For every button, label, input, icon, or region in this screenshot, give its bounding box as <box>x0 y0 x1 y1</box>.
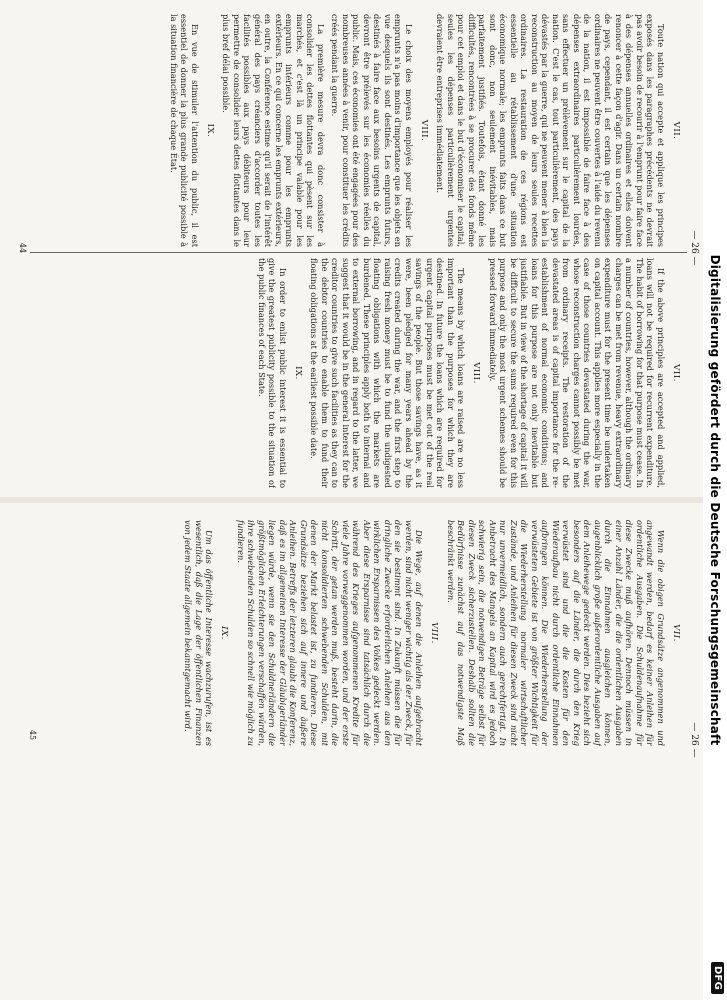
french-section-7-text: Toute nation qui accepte et applique les principes exposés dans les paragraphes précédents ne devrait pas avoir besoin de recourir à l'emprunt pour faire face à des dépenses annuelles ordinaires et elles doivent renoncer à cette façon d'agir. Dans un certain nombre de pays, cependant, il est certain que les dépenses ordinaires ne peuvent être couvertes à l'aide du revenu de la nation, il est impossible de faire face à des dépenses extraordinaires particulièrement lourdes, sans effectuer un prélèvement sur le capital de la nation. C'est le cas, tout particulièrement, des pays dévastés par la guerre, qui ne peuvent mener à bien la reconstruction au moyen de leurs seules recettes ordinaires. La restauration de ces régions est essentielle au rétablissement d'une situation économique normale; les emprunts faits dans ce but sont donc, non seulement inévitables, mais parfaitement justifiés. Toutefois, étant donné les difficultés, rencontrées à se procurer des fonds même pour cet emploi et dans le but d'économiser le capital, seules les dépenses particulièrement urgentes devraient être entreprises immédiatement. <box>435 14 666 247</box>
french-section-8-paragraph-2: La première mesure devra donc consister à consolider les dettes flottantes qui pèsent sur les marchés, et c'est là un principe valable pour les emprunts intérieurs comme pour les emprunts extérieurs. En ce qui concerne les emprunts extérieurs, en outre, la Conférence estime qu'il serait de l'intérêt général des pays créanciers d'accorder toutes les facilités possibles aux pays débiteurs pour leur permettre de consolider leurs dettes flottantes dans le plus bref délai possible. <box>221 14 326 247</box>
french-section-8-paragraph-1: Le choix des moyens employés pour réaliser les emprunts n'a pas moins d'importance que les objets en vue desquels ils sont destinés. Les emprunts futurs, destinés à faire face aux besoins urgents de capital, devront être prélevés sur les économies réelles du public. Mais, ces économies ont été engagées pour des nombreuses années à venir, pour constituer les crédits créés pendant la guerre. <box>330 14 414 247</box>
english-section-9-heading: IX. <box>293 366 303 380</box>
dfg-logo: DFG <box>711 962 724 994</box>
french-section-7-heading: VII. <box>671 121 681 140</box>
right-page-number: — 26 — <box>689 722 699 758</box>
french-section-8-heading: VIII. <box>419 119 429 142</box>
english-section-8-heading: VIII. <box>471 362 482 384</box>
english-section-7-heading: VII. <box>671 364 681 382</box>
german-section-7-heading: VII. <box>671 624 681 642</box>
book-gutter <box>0 497 703 503</box>
german-section-9-text: Um das öffentliche Interesse wachzurufen, ist es wesentlich, daß die Lage der öffentlichen Finanzen von jedem Staate allgemein bekanntgemacht wird. <box>183 520 215 746</box>
german-section-9-heading: IX. <box>219 626 230 640</box>
digitization-credit-banner <box>703 0 727 1000</box>
german-section-8-text: Die Wege, auf denen die Anleihen aufgebracht werden, sind nicht weniger wichtig als der Zweck, für den sie bestimmt sind. In Zukunft müssen die für dringliche Zwecke erforderlichen Anleihen aus den wirklichen Ersparnissen des Volkes gedeckt werden. Aber diese Ersparnisse sind tatsächlich durch die während des Krieges aufgenommenen Kredite für viele Jahre vorweggenommen worden, und der erste Schritt, der getan werden muß, besteht darin, die nicht konsolidierten schwebenden Schulden, mit denen der Markt belastet ist, zu fundieren. Diese Grundsätze beziehen sich auf innere und äußere Anleihen. Betreffs der letzteren glaubt die Konferenz, daß es im allgemeinen Interesse der Gläubigerländer liegen würde, wenn sie den Schuldnerländern die größtmöglichen Erleichterungen verschaffen würden, ihre schwebenden Schulden so schnell wie möglich zu fundieren. <box>236 520 425 746</box>
left-page-column-rule <box>30 252 687 253</box>
french-section-9-text: En vue de stimuler l'attention du public, il est essentiel de donner la plus grande publicité possible à la situation financière de chaque État. <box>169 14 200 247</box>
french-section-9-heading: IX. <box>205 123 215 138</box>
left-page-number: — 26 — <box>689 230 699 266</box>
english-section-7-text: If the above principles are accepted and applied, loans will not be required for recurrent expenditure. The habit of borrowing for that purpose must cease. In a number of countries, however, although the ordinary charges can be met from revenue, heavy extraordinary expenditure must for the present time be undertaken on capital account. This applies more especially in the case of those countries devastated during the war, whose reconstruction charges cannot possibly be met from ordinary receipts. The restoration of the devastated areas is of capital importance for the re-establishment of normal economic conditions; and loans for this purpose are not only inevitable but justifiable. But in view of the shortage of capital it will be difficult to secure the sums required even for this purpose and only the most urgent schemes should be pressed forward immediately. <box>488 258 666 488</box>
right-page-folio: 45 <box>28 729 37 741</box>
german-section-7-text: Wenn die obigen Grundsätze angenommen und angewandt werden, bedarf es keiner Anleihen für ordentliche Ausgaben. Die Schuldenaufnahme für diese Zwecke muß aufhören. Dennoch müssen in einer Anzahl Länder, die die ordentlichen Ausgaben durch die Einnahmen ausgleichen können, augenblicklich große außerordentliche Ausgaben auf dem Anleihewege gedeckt werden. Dies bezieht sich besonders auf die Länder, die durch den Krieg verwüstet sind und die die Kosten für den Wiederaufbau nicht durch ordentliche Einnahmen aufbringen können. Die Wiederherstellung der verwüsteten Gebiete ist von größter Wichtigkeit für die Wiederherstellung normaler wirtschaftlicher Zustände, und Anleihen für diesen Zweck sind nicht nur unvermeidlich, sondern auch gerechtfertigt. In Anbetracht des Mangels an Kapital wird es jedoch schwierig sein, die notwendigen Beträge selbst für diesen Zweck sicherzustellen. Deshalb sollten die Bedürfnisse zunächst auf das notwendigste Maß beschränkt werden. <box>446 520 666 746</box>
english-section-8-text: The means by which loans are raised are no less important than the purposes for which they are destined. In future the loans which are required for urgent capital purposes must be met out of the real savings of the people. But those savings have, as it were, been pledged for many years ahead by the credits created during the war, and the first step to raising fresh money must be to fund the undigested floating obligations with which the markets are burdened. These principles apply both to internal and to external borrowing, and in regard to the latter, we suggest that it would be in the general interest for the creditor countries to give such facilities as they can to the debtor countries to enable them to fund their floating obligations at the earliest possible date. <box>309 258 467 488</box>
german-column <box>40 520 687 746</box>
left-page-folio: 44 <box>18 242 27 254</box>
english-column <box>30 258 687 488</box>
english-section-9-text: In order to enlist public interest it is essential to give the greatest publicity possible to the situation of the public finances of each State. <box>257 258 288 488</box>
digitization-credit-text: Digitalisierung gefördert durch die Deutsche Forschungsgemeinschaft <box>708 254 722 746</box>
french-column <box>30 14 687 247</box>
german-section-8-heading: VIII. <box>429 622 440 644</box>
